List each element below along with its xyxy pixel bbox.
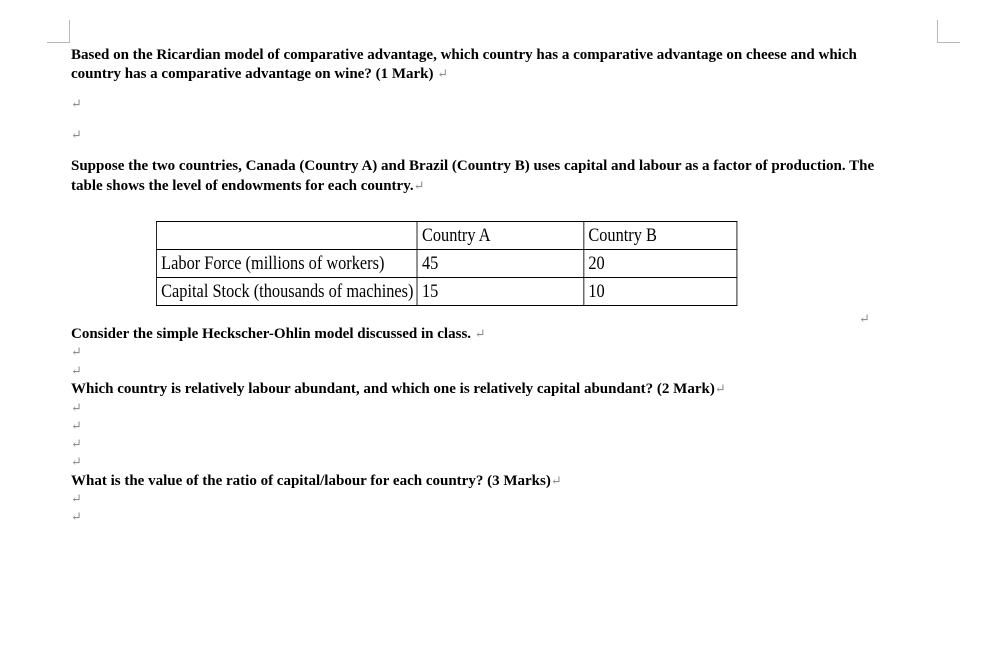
paragraph-mark: ↵ bbox=[71, 127, 82, 142]
table-cell: Labor Force (millions of workers) bbox=[156, 250, 417, 278]
table-cell: 10 bbox=[584, 278, 737, 306]
paragraph-mark: ↵ bbox=[71, 344, 82, 359]
paragraph-mark: ↵ bbox=[71, 418, 82, 433]
paragraph-mark: ↵ bbox=[437, 66, 449, 81]
paragraph-mark: ↵ bbox=[71, 491, 82, 506]
question-3: What is the value of the ratio of capital/labour for each country? (3 Marks)↵ bbox=[71, 473, 562, 489]
paragraph-mark: ↵ bbox=[474, 326, 486, 341]
paragraph-mark: ↵ bbox=[71, 454, 82, 469]
table-row bbox=[156, 278, 737, 306]
intro-line-2: table shows the level of endowments for each country.↵ bbox=[71, 178, 425, 194]
table-header-cell bbox=[156, 222, 417, 250]
question-1-line-1: Based on the Ricardian model of comparative advantage, which country has a comparative advantage on cheese and which bbox=[71, 47, 857, 63]
table-cell: 15 bbox=[417, 278, 583, 306]
paragraph-mark: ↵ bbox=[550, 473, 562, 488]
paragraph-mark: ↵ bbox=[71, 96, 82, 111]
paragraph-mark: ↵ bbox=[71, 509, 82, 524]
table-row bbox=[156, 250, 737, 278]
intro-line-1: Suppose the two countries, Canada (Country A) and Brazil (Country B) uses capital and labour as a factor of production. The bbox=[71, 158, 875, 174]
paragraph-mark: ↵ bbox=[71, 363, 82, 378]
table-cell: 20 bbox=[584, 250, 737, 278]
hecksher-ohlin-prompt: Consider the simple Heckscher-Ohlin model discussed in class. ↵ bbox=[71, 326, 486, 342]
question-1-line-2: country has a comparative advantage on wine? (1 Mark) ↵ bbox=[71, 66, 449, 82]
table-cell: Capital Stock (thousands of machines) bbox=[156, 278, 417, 306]
table-header-cell: Country B bbox=[584, 222, 737, 250]
margin-corner-top-left bbox=[47, 20, 70, 43]
paragraph-mark: ↵ bbox=[71, 400, 82, 415]
paragraph-mark: ↵ bbox=[714, 381, 726, 396]
endowment-table bbox=[156, 221, 737, 306]
table-header-cell: Country A bbox=[417, 222, 583, 250]
question-2: Which country is relatively labour abundant, and which one is relatively capital abundant? (2 Mark)↵ bbox=[71, 381, 726, 397]
paragraph-mark: ↵ bbox=[71, 436, 82, 451]
paragraph-mark: ↵ bbox=[859, 311, 870, 326]
paragraph-mark: ↵ bbox=[413, 178, 425, 193]
margin-corner-top-right bbox=[937, 20, 960, 43]
table-cell: 45 bbox=[417, 250, 583, 278]
table-header-row bbox=[156, 222, 737, 250]
